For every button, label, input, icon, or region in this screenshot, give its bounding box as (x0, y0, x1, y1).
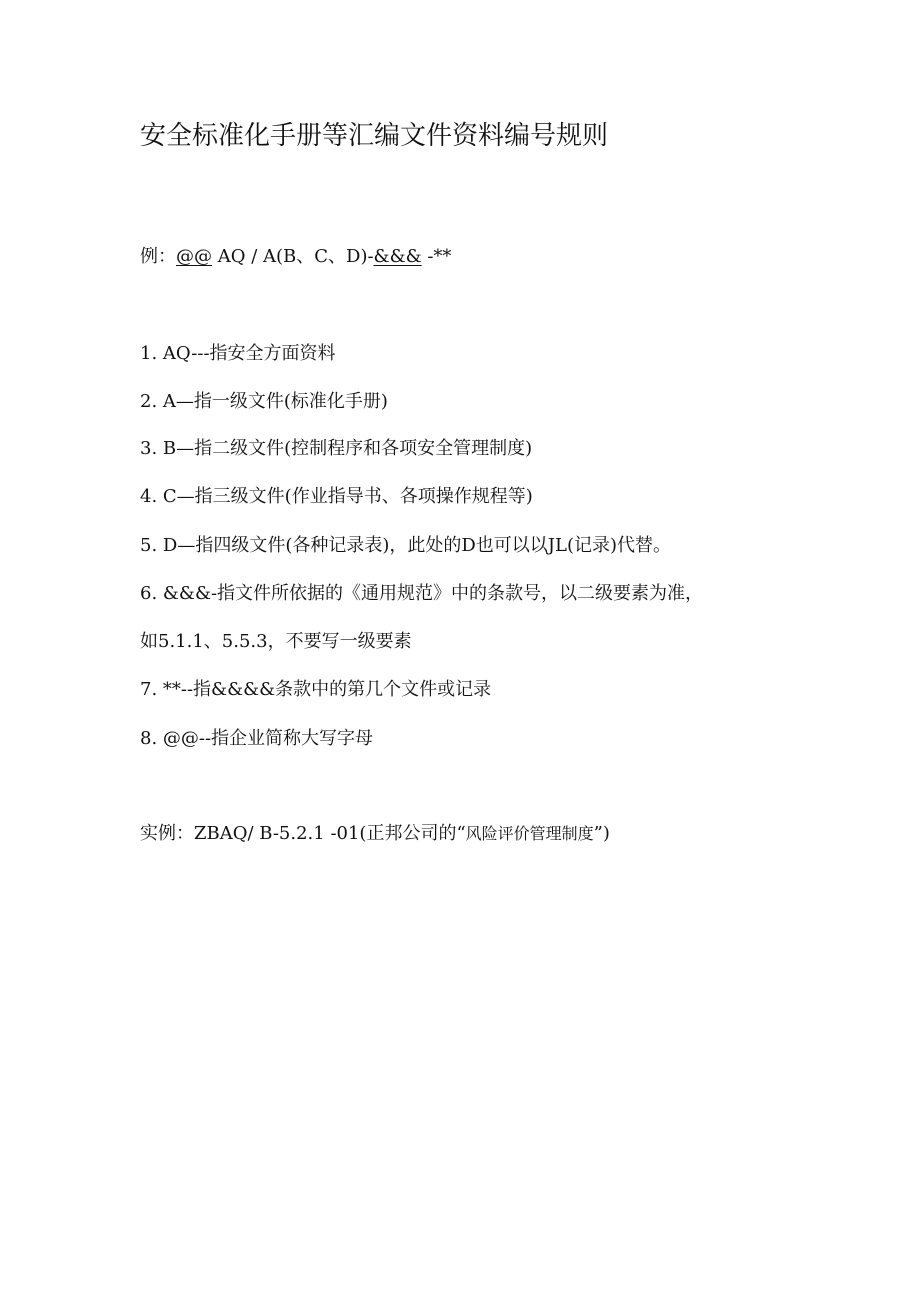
rule-item-6: 6. &&&-指文件所依据的《通用规范》中的条款号，以二级要素为准， (140, 583, 704, 604)
example-company-code: @@ (176, 246, 212, 267)
example-category-code: AQ / A(B、C、D)- (212, 246, 374, 267)
rule-item-3: 3. B—指二级文件(控制程序和各项安全管理制度) (140, 438, 533, 459)
rule-item-2: 2. A—指一级文件(标准化手册) (140, 391, 388, 412)
real-example-end: ”) (593, 823, 610, 844)
rule-item-8: 8. @@--指企业简称大写字母 (140, 728, 374, 749)
example-format-line (140, 244, 451, 270)
document-title: 安全标准化手册等汇编文件资料编号规则 (140, 121, 609, 151)
rule-item-5: 5. D—指四级文件(各种记录表)，此处的D也可以以JL(记录)代替。 (140, 535, 672, 556)
rule-item-6-continuation: 如5.1.1、5.5.3，不要写一级要素 (140, 631, 412, 652)
real-example-main: 实例：ZBAQ/ B-5.2.1 -01(正邦公司的“ (140, 823, 466, 844)
example-sequence-code: -** (421, 246, 452, 267)
rule-item-4: 4. C—指三级文件(作业指导书、各项操作规程等) (140, 486, 533, 507)
example-prefix: 例： (140, 246, 176, 267)
real-example-line (140, 821, 610, 847)
example-clause-code: &&& (373, 246, 422, 267)
rule-item-1: 1. AQ---指安全方面资料 (140, 343, 336, 364)
real-example-document-name: 风险评价管理制度 (465, 824, 594, 843)
rule-item-7: 7. **--指&&&&条款中的第几个文件或记录 (140, 679, 492, 700)
